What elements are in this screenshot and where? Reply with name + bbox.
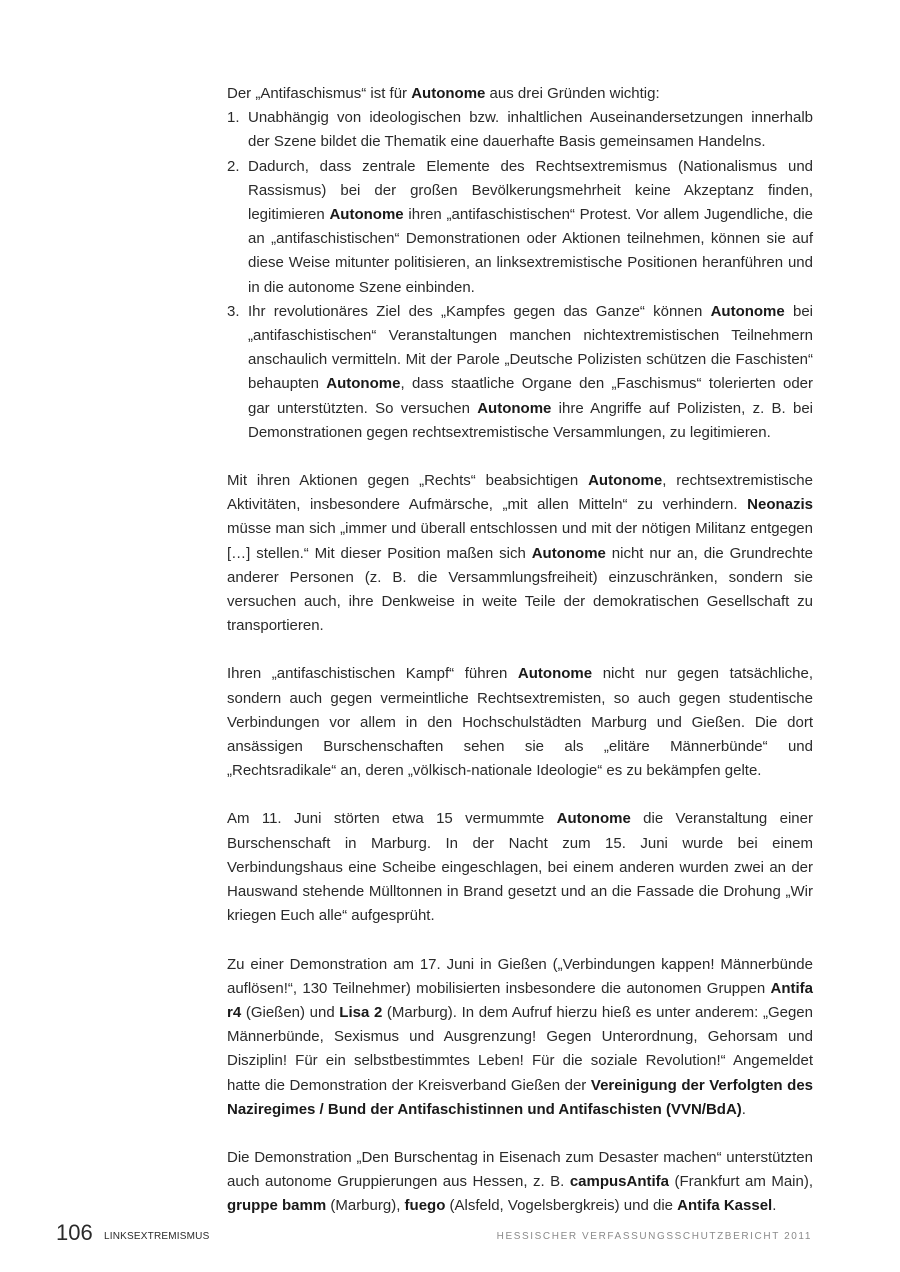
report-title: HESSISCHER VERFASSUNGSSCHUTZBERICHT 2011 — [496, 1231, 812, 1242]
list-number: 2. — [227, 157, 240, 175]
body-text — [227, 82, 813, 1219]
list-item: 2. Dadurch, dass zentrale Elemente des Rechtsextremismus (Nationalismus und Rassismus) bei der großen Bevölkerungsmehrheit keine Akzeptanz finden, legitimieren Autonome ihren „antifaschistischen“ Protest. Vor allem Jugendliche, die an „antifaschistischen“ Demonstrationen oder Aktionen teilnehmen, können sie auf diese Weise mitunter politisieren, an linksextremistische Positionen heranführen und in die autonome Szene einbinden. — [227, 155, 813, 300]
burschentag-paragraph: Die Demonstration „Den Burschentag in Eisenach zum Desaster machen“ unterstützten auch autonome Gruppierungen aus Hessen, z. B. campusAntifa (Frankfurt am Main), gruppe bamm (Marburg), fuego (Alsfeld, Vogelsbergkreis) und die Antifa Kassel. — [227, 1148, 813, 1215]
intro-paragraph: Der „Antifaschismus“ ist für Autonome aus drei Gründen wichtig: — [227, 85, 660, 102]
list-number: 3. — [227, 302, 240, 320]
page-number: 106 — [56, 1220, 93, 1245]
list-number: 1. — [227, 109, 240, 127]
actions-paragraph: Mit ihren Aktionen gegen „Rechts“ beabsichtigen Autonome, rechtsextremistische Aktivitäten, insbesondere Aufmärsche, „mit allen Mitteln“ zu verhindern. Neonazis müsse man sich „immer und überall entschlossen und mit der nötigen Militanz entgegen […] stellen.“ Mit dieser Position maßen sich Autonome nicht nur an, die Grundrechte anderer Personen (z. B. die Versammlungsfreiheit) einzuschränken, sondern sie versuchen auch, ihre Denkweise in weite Teile der demokratischen Gesellschaft zu transportieren. — [227, 472, 813, 635]
demonstration-paragraph: Zu einer Demonstration am 17. Juni in Gießen („Verbindungen kappen! Männerbünde auflösen!“, 130 Teilnehmer) mobilisierten insbesondere die autonomen Gruppen Antifa r4 (Gießen) und Lisa 2 (Marburg). In dem Aufruf hierzu hieß es unter anderem: „Gegen Männerbünde, Sexismus und Ausgrenzung! Gegen Unterordnung, Gehorsam und Disziplin! Für ein selbstbestimmtes Leben! Für die soziale Revolution!“ Angemeldet hatte die Demonstration der Kreisverband Gießen der Vereinigung der Verfolgten des Naziregimes / Bund der Antifaschistinnen und Antifaschisten (VVN/BdA). — [227, 955, 813, 1118]
june11-paragraph: Am 11. Juni störten etwa 15 vermummte Autonome die Veranstaltung einer Burschenschaft in Marburg. In der Nacht zum 15. Juni wurde bei einem Verbindungshaus eine Scheibe eingeschlagen, bei einem anderen wurden zwei an der Hauswand stehende Mülltonnen in Brand gesetzt und an die Fassade die Drohung „Wir kriegen Euch alle“ aufgesprüht. — [227, 810, 813, 925]
reasons-list — [227, 106, 813, 445]
fight-paragraph: Ihren „antifaschistischen Kampf“ führen Autonome nicht nur gegen tatsächliche, sondern auch gegen vermeintliche Rechtsextremisten, so auch gegen studentische Verbindungen vor allem in den Hochschulstädten Marburg und Gießen. Die dort ansässigen Burschenschaften sehen sie als „elitäre Männerbünde“ und „Rechtsradikale“ an, deren „völkisch-nationale Ideologie“ es zu bekämpfen gelte. — [227, 665, 813, 780]
list-item: 3. Ihr revolutionäres Ziel des „Kampfes gegen das Ganze“ können Autonome bei „antifaschistischen“ Veranstaltungen manchen nichtextremistischen Teilnehmern anschaulich vermitteln. Mit der Parole „Deutsche Polizisten schützen die Faschisten“ behaupten Autonome, dass staatliche Organe den „Faschismus“ tolerierten oder gar unterstützten. So versuchen Autonome ihre Angriffe auf Polizisten, z. B. bei Demonstrationen gegen rechtsextremistische Versammlungen, zu legitimieren. — [227, 300, 813, 445]
list-item: 1. Unabhängig von ideologischen bzw. inhaltlichen Auseinandersetzungen innerhalb der Szene bildet die Thematik eine dauerhafte Basis gemeinsamen Handelns. — [227, 106, 813, 154]
section-title: LINKSEXTREMISMUS — [104, 1231, 210, 1242]
